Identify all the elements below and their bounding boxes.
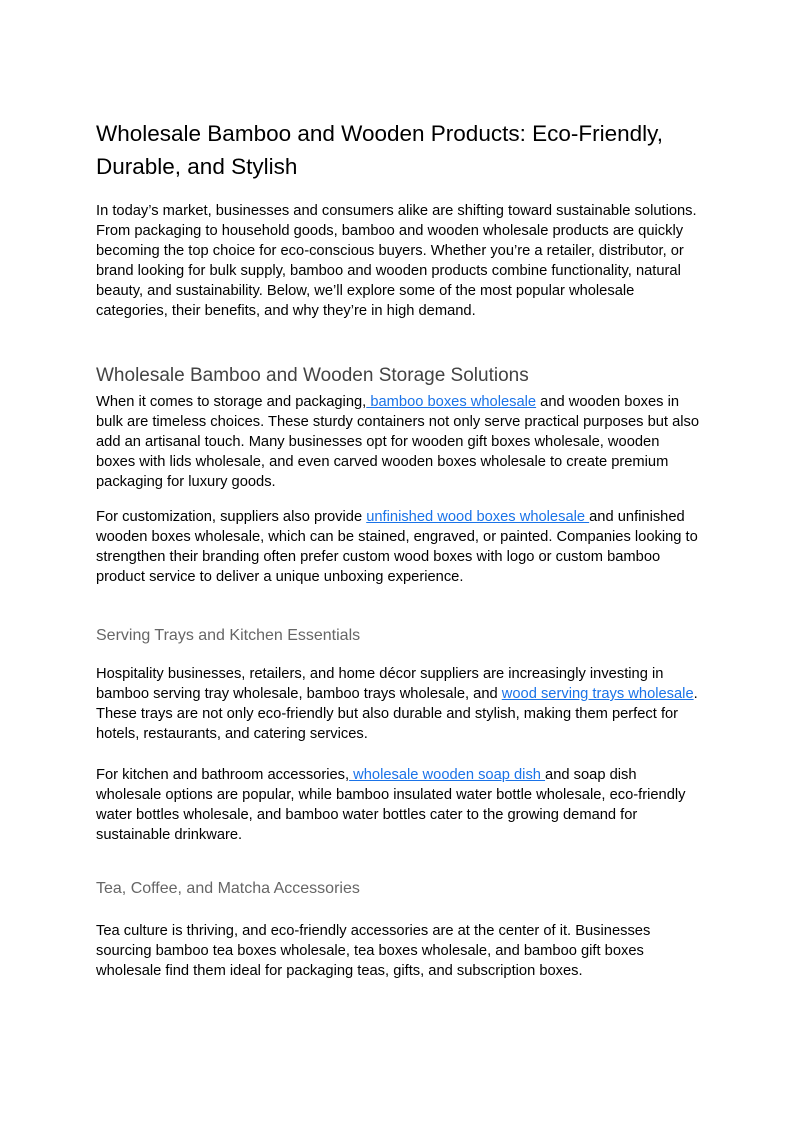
text-run: and wooden boxes in bulk are timeless choices. These sturdy containers not only serve practical purposes but also add an artisanal touch. Many businesses opt for wooden gift boxes wholesale, wooden boxes with lids wholesale, and even carved wooden boxes wholesale to create premium packaging for luxury goods. bbox=[96, 394, 700, 490]
trays-paragraph-2 bbox=[96, 765, 700, 845]
text-run: When it comes to storage and packaging, bbox=[96, 394, 367, 410]
text-link[interactable]: wholesale wooden soap dish bbox=[349, 767, 546, 783]
text-run: Hospitality businesses, retailers, and home décor suppliers are increasingly investing in bamboo serving tray wholesale, bamboo trays wholesale, and bbox=[96, 666, 664, 702]
section-heading-storage-solutions: Wholesale Bamboo and Wooden Storage Solutions bbox=[96, 365, 529, 386]
storage-paragraph-1 bbox=[96, 392, 700, 492]
text-run: and soap dish wholesale options are popular, while bamboo insulated water bottle wholesale, eco-friendly water bottles wholesale, and bamboo water bottles cater to the growing demand for sustainable drinkware. bbox=[96, 767, 686, 843]
document-content bbox=[96, 0, 700, 981]
text-link[interactable]: wood serving trays wholesale bbox=[501, 686, 694, 702]
section-heading-tea-coffee-matcha: Tea, Coffee, and Matcha Accessories bbox=[96, 880, 360, 897]
tea-paragraph-1 bbox=[96, 921, 700, 981]
text-run: Tea culture is thriving, and eco-friendly accessories are at the center of it. Businesses sourcing bamboo tea boxes wholesale, tea boxes wholesale, and bamboo gift boxes wholesale find them ideal for packaging teas, gifts, and subscription boxes. bbox=[96, 923, 651, 979]
text-link[interactable]: bamboo boxes wholesale bbox=[366, 394, 537, 410]
trays-paragraph-1 bbox=[96, 664, 700, 744]
text-run: . These trays are not only eco-friendly but also durable and stylish, making them perfect for hotels, restaurants, and catering services. bbox=[96, 686, 698, 742]
text-run: and unfinished wooden boxes wholesale, which can be stained, engraved, or painted. Companies looking to strengthen their branding often prefer custom wood boxes with logo or custom bamboo product service to deliver a unique unboxing experience. bbox=[96, 509, 698, 585]
text-run: For customization, suppliers also provide bbox=[96, 509, 367, 525]
document-title: Wholesale Bamboo and Wooden Products: Eco-Friendly, Durable, and Stylish bbox=[96, 121, 663, 179]
storage-paragraph-2 bbox=[96, 507, 700, 587]
intro-paragraph bbox=[96, 201, 700, 321]
text-run: In today’s market, businesses and consumers alike are shifting toward sustainable solutions. From packaging to household goods, bamboo and wooden wholesale products are quickly becoming the top choice for eco-conscious buyers. Whether you’re a retailer, distributor, or brand looking for bulk supply, bamboo and wooden products combine functionality, natural beauty, and sustainability. Below, we’ll explore some of the most popular wholesale categories, their benefits, and why they’re in high demand. bbox=[96, 203, 697, 319]
section-heading-serving-trays: Serving Trays and Kitchen Essentials bbox=[96, 627, 361, 644]
text-link[interactable]: unfinished wood boxes wholesale bbox=[366, 509, 590, 525]
text-run: For kitchen and bathroom accessories, bbox=[96, 767, 350, 783]
